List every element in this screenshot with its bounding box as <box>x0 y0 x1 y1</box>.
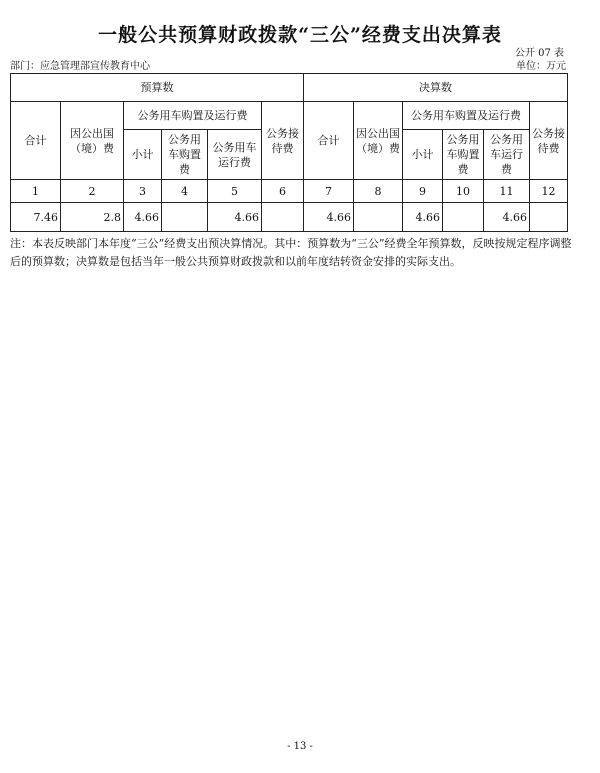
header-final: 决算数 <box>304 74 568 102</box>
header-budget-subtotal: 小计 <box>124 130 162 180</box>
value-cell: 4.66 <box>403 203 443 232</box>
value-cell: 4.66 <box>484 203 530 232</box>
header-final-reception: 公务接待费 <box>530 102 568 180</box>
header-budget-abroad: 因公出国（境）费 <box>61 102 124 180</box>
column-number: 2 <box>61 180 124 203</box>
column-number: 11 <box>484 180 530 203</box>
page-number: - 13 - <box>287 741 313 752</box>
table-row <box>11 203 568 232</box>
column-number: 5 <box>208 180 262 203</box>
header-budget-vehicle-operation: 公务用车运行费 <box>208 130 262 180</box>
value-cell <box>162 203 208 232</box>
value-cell <box>530 203 568 232</box>
column-number: 7 <box>304 180 354 203</box>
header-row-groups <box>11 74 568 102</box>
header-final-subtotal: 小计 <box>403 130 443 180</box>
column-number-row <box>11 180 568 203</box>
value-cell: 2.8 <box>61 203 124 232</box>
column-number: 3 <box>124 180 162 203</box>
header-final-vehicle-purchase: 公务用车购置费 <box>443 130 484 180</box>
form-number: 公开 07 表 <box>514 48 564 59</box>
column-number: 6 <box>262 180 304 203</box>
column-number: 4 <box>162 180 208 203</box>
value-cell: 4.66 <box>208 203 262 232</box>
header-budget-vehicle-purchase: 公务用车购置费 <box>162 130 208 180</box>
header-final-abroad: 因公出国（境）费 <box>354 102 403 180</box>
value-cell <box>262 203 304 232</box>
column-number: 12 <box>530 180 568 203</box>
department-label: 部门：应急管理部宣传教育中心 <box>10 61 150 72</box>
value-cell <box>443 203 484 232</box>
page-title: 一般公共预算财政拨款“三公”经费支出决算表 <box>98 24 502 46</box>
header-budget-total: 合计 <box>11 102 61 180</box>
column-number: 1 <box>11 180 61 203</box>
value-cell: 4.66 <box>304 203 354 232</box>
value-cell: 4.66 <box>124 203 162 232</box>
header-final-vehicle-operation: 公务用车运行费 <box>484 130 530 180</box>
column-number: 9 <box>403 180 443 203</box>
header-budget-reception: 公务接待费 <box>262 102 304 180</box>
expenditure-table <box>10 73 568 232</box>
unit-label: 单位：万元 <box>516 61 566 72</box>
header-final-total: 合计 <box>304 102 354 180</box>
column-number: 10 <box>443 180 484 203</box>
header-final-vehicle-group: 公务用车购置及运行费 <box>403 102 530 130</box>
table-note: 注：本表反映部门本年度“三公”经费支出预决算情况。其中：预算数为“三公”经费全年预算数，反映按规定程序调整后的预算数；决算数是包括当年一般公共预算财政拨款和以前年度结转资金安排的实际支出。 <box>10 237 572 268</box>
header-row-2 <box>11 102 568 130</box>
value-cell <box>354 203 403 232</box>
value-cell: 7.46 <box>11 203 61 232</box>
header-budget-vehicle-group: 公务用车购置及运行费 <box>124 102 262 130</box>
header-budget: 预算数 <box>11 74 304 102</box>
column-number: 8 <box>354 180 403 203</box>
